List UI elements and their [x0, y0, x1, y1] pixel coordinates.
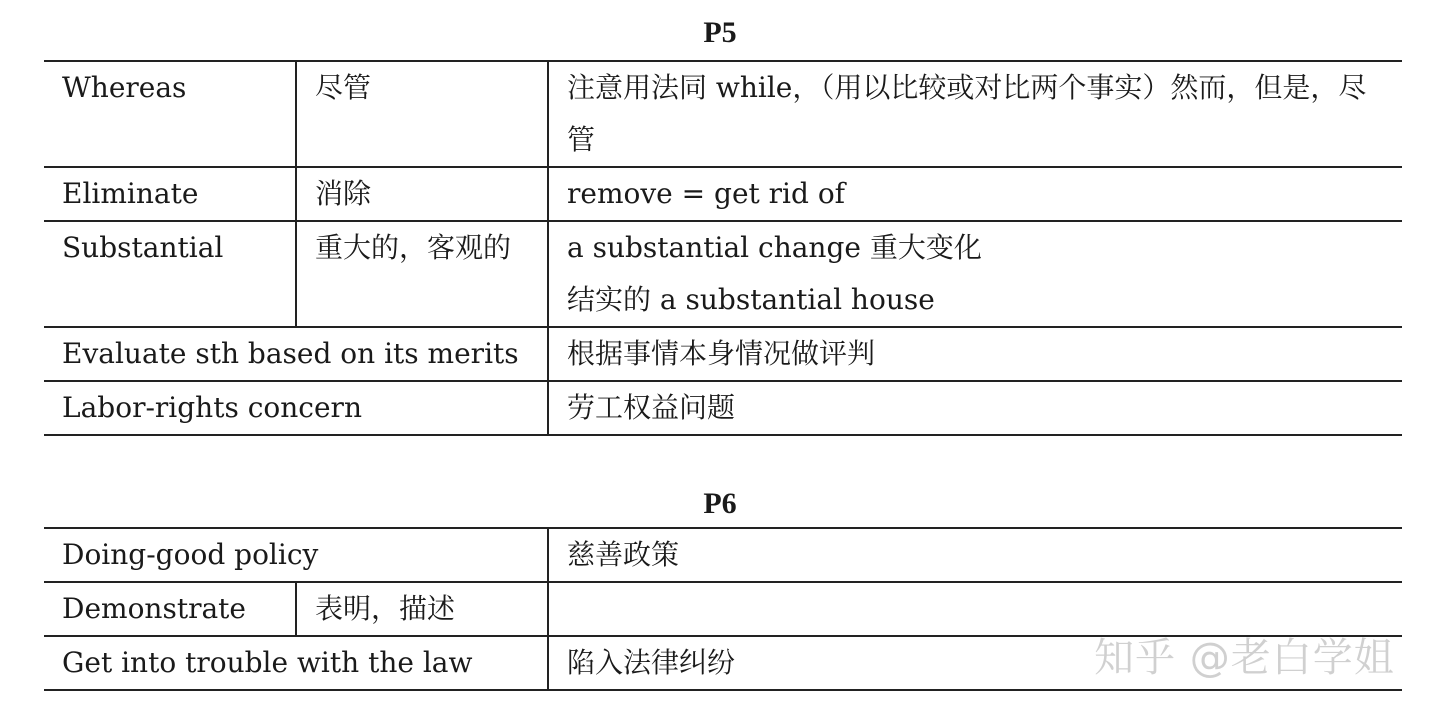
term-cell: Get into trouble with the law: [44, 636, 548, 690]
note-cell: remove = get rid of: [548, 167, 1402, 221]
section-title-p5: P5: [703, 16, 737, 49]
table-row: [44, 327, 1402, 381]
note-cell: 劳工权益问题: [548, 381, 1402, 435]
note-line: 结实的 a substantial house: [567, 283, 935, 316]
term-cell: Evaluate sth based on its merits: [44, 327, 548, 381]
term-cell: Substantial: [44, 221, 296, 327]
section-title-p6: P6: [703, 487, 737, 520]
meaning-cell: 消除: [296, 167, 548, 221]
meaning-cell: 表明，描述: [296, 582, 548, 636]
term-cell: Eliminate: [44, 167, 296, 221]
meaning-cell: 尽管: [296, 61, 548, 167]
table-row: [44, 582, 1402, 636]
note-cell: 注意用法同 while，（用以比较或对比两个事实）然而，但是，尽管: [548, 61, 1402, 167]
table-row: [44, 167, 1402, 221]
term-cell: Doing-good policy: [44, 528, 548, 582]
table-row: [44, 381, 1402, 435]
table-row: [44, 528, 1402, 582]
note-cell: 陷入法律纠纷: [548, 636, 1402, 690]
note-cell: 慈善政策: [548, 528, 1402, 582]
table-row: [44, 61, 1402, 167]
watermark: 知乎 @老白学姐: [1094, 635, 1395, 681]
term-cell: Labor-rights concern: [44, 381, 548, 435]
note-line: a substantial change 重大变化: [567, 231, 982, 264]
note-cell: [548, 221, 1402, 327]
table-row: [44, 221, 1402, 327]
note-cell: [548, 582, 1402, 636]
meaning-cell: 重大的，客观的: [296, 221, 548, 327]
note-cell: 根据事情本身情况做评判: [548, 327, 1402, 381]
term-cell: Whereas: [44, 61, 296, 167]
term-cell: Demonstrate: [44, 582, 296, 636]
vocab-table-p5: [44, 60, 1402, 436]
